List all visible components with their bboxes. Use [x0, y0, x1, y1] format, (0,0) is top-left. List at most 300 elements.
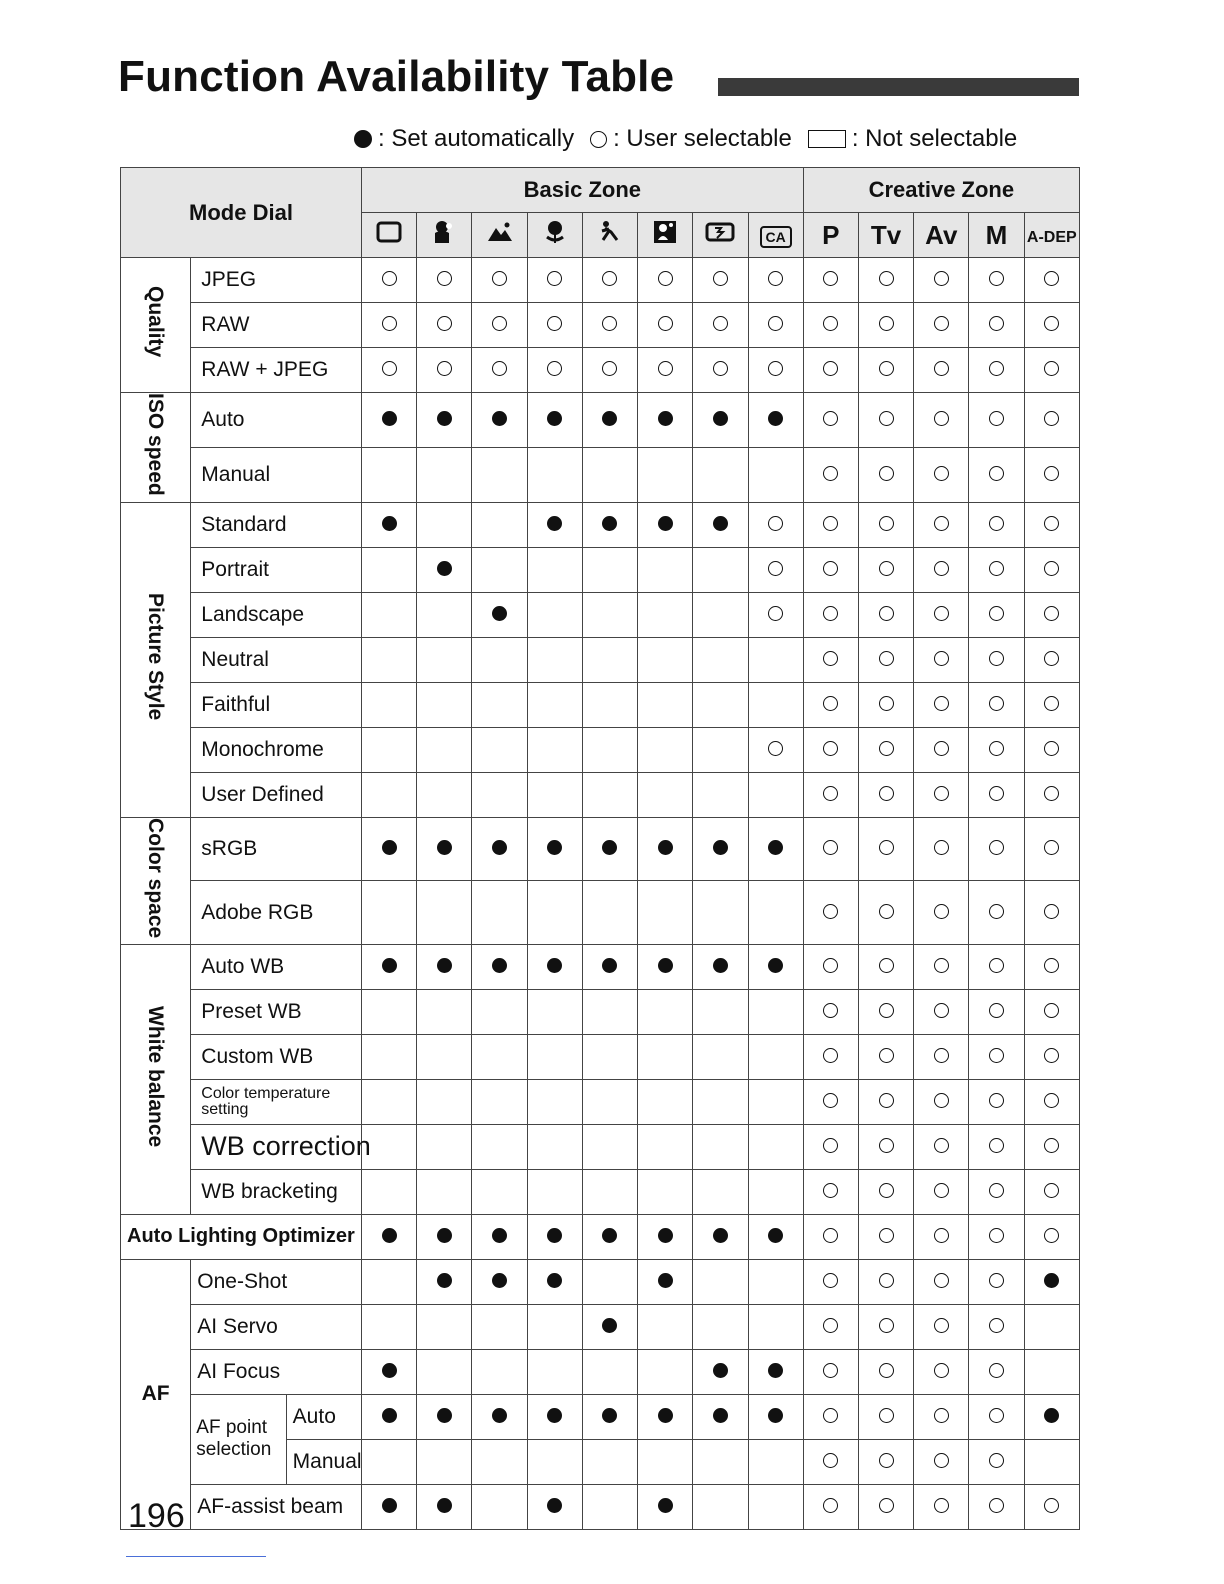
availability-cell	[638, 637, 693, 682]
user-selectable-mark	[823, 1363, 838, 1378]
row-label: Auto	[286, 1394, 361, 1439]
set-automatically-mark	[602, 1408, 617, 1423]
user-selectable-mark	[989, 1498, 1004, 1513]
availability-cell	[914, 1394, 969, 1439]
availability-cell	[472, 1304, 527, 1349]
availability-cell	[417, 1079, 472, 1124]
user-selectable-mark	[879, 1273, 894, 1288]
user-selectable-mark	[547, 361, 562, 376]
user-selectable-mark	[934, 1273, 949, 1288]
availability-cell	[361, 258, 416, 303]
user-selectable-mark	[823, 958, 838, 973]
availability-cell	[1024, 682, 1079, 727]
availability-cell	[693, 1079, 748, 1124]
availability-cell	[361, 547, 416, 592]
availability-cell	[472, 547, 527, 592]
program-mode: P	[803, 213, 858, 258]
user-selectable-mark	[879, 271, 894, 286]
user-selectable-mark	[768, 361, 783, 376]
user-selectable-mark	[823, 1318, 838, 1333]
availability-cell	[748, 1034, 803, 1079]
availability-cell	[638, 547, 693, 592]
availability-cell	[693, 1124, 748, 1169]
availability-cell	[361, 348, 416, 393]
availability-cell	[803, 1349, 858, 1394]
availability-cell	[803, 989, 858, 1034]
availability-cell	[1024, 1349, 1079, 1394]
set-automatically-mark	[658, 516, 673, 531]
availability-cell	[693, 881, 748, 945]
user-selectable-mark	[1044, 1498, 1059, 1513]
availability-cell	[748, 637, 803, 682]
availability-cell	[582, 727, 637, 772]
user-selectable-mark	[989, 1318, 1004, 1333]
user-selectable-mark	[934, 1453, 949, 1468]
user-selectable-mark	[934, 696, 949, 711]
availability-cell	[638, 1304, 693, 1349]
table-row	[121, 1259, 1080, 1304]
row-label: RAW + JPEG	[191, 348, 362, 393]
user-selectable-mark	[879, 466, 894, 481]
user-selectable-mark	[934, 271, 949, 286]
availability-cell	[472, 258, 527, 303]
availability-cell	[858, 393, 913, 448]
user-selectable-mark	[823, 741, 838, 756]
user-selectable-mark	[1044, 786, 1059, 801]
availability-cell	[582, 682, 637, 727]
availability-cell	[1024, 1394, 1079, 1439]
availability-cell	[417, 502, 472, 547]
user-selectable-mark	[658, 316, 673, 331]
availability-cell	[417, 303, 472, 348]
table-row	[121, 1304, 1080, 1349]
availability-cell	[969, 592, 1024, 637]
availability-cell	[803, 1394, 858, 1439]
availability-cell	[582, 1034, 637, 1079]
availability-cell	[803, 348, 858, 393]
user-selectable-mark	[879, 904, 894, 919]
table-row	[121, 1124, 1080, 1169]
availability-cell	[1024, 393, 1079, 448]
set-automatically-mark	[437, 411, 452, 426]
set-automatically-mark	[602, 1318, 617, 1333]
user-selectable-mark	[1044, 1003, 1059, 1018]
user-selectable-mark	[1044, 1183, 1059, 1198]
a-dep-mode: A-DEP	[1024, 213, 1079, 258]
user-selectable-mark	[934, 516, 949, 531]
availability-cell	[858, 727, 913, 772]
user-selectable-mark	[989, 786, 1004, 801]
user-selectable-mark	[934, 561, 949, 576]
user-selectable-mark	[879, 1003, 894, 1018]
availability-cell	[693, 682, 748, 727]
set-automatically-mark	[547, 1498, 562, 1513]
availability-cell	[638, 817, 693, 881]
availability-cell	[527, 944, 582, 989]
availability-cell	[527, 772, 582, 817]
availability-cell	[638, 944, 693, 989]
availability-cell	[361, 637, 416, 682]
flash-off-icon	[693, 213, 748, 258]
availability-cell	[803, 547, 858, 592]
user-selectable-mark	[602, 361, 617, 376]
availability-cell	[748, 258, 803, 303]
user-selectable-mark	[713, 271, 728, 286]
availability-cell	[914, 637, 969, 682]
availability-cell	[748, 1439, 803, 1484]
table-row	[121, 682, 1080, 727]
availability-cell	[858, 1349, 913, 1394]
availability-cell	[417, 1349, 472, 1394]
availability-cell	[638, 1349, 693, 1394]
availability-cell	[582, 817, 637, 881]
availability-cell	[914, 1124, 969, 1169]
user-selectable-mark	[989, 741, 1004, 756]
availability-cell	[527, 1124, 582, 1169]
manual-mode: M	[969, 213, 1024, 258]
user-selectable-mark	[989, 1048, 1004, 1063]
availability-cell	[803, 1214, 858, 1259]
availability-cell	[527, 727, 582, 772]
availability-cell	[417, 447, 472, 502]
availability-cell	[472, 1439, 527, 1484]
availability-cell	[969, 547, 1024, 592]
set-automatically-mark	[768, 840, 783, 855]
set-automatically-mark	[492, 840, 507, 855]
availability-cell	[1024, 1079, 1079, 1124]
availability-cell	[914, 817, 969, 881]
row-label: Manual	[191, 447, 362, 502]
availability-cell	[638, 348, 693, 393]
user-selectable-mark	[1044, 958, 1059, 973]
availability-cell	[858, 1439, 913, 1484]
portrait-icon	[417, 213, 472, 258]
night-portrait-icon	[638, 213, 693, 258]
set-automatically-mark	[713, 1408, 728, 1423]
row-label: One-Shot	[191, 1259, 362, 1304]
availability-cell	[1024, 944, 1079, 989]
table-row	[121, 637, 1080, 682]
set-automatically-mark	[713, 840, 728, 855]
availability-cell	[417, 1439, 472, 1484]
availability-cell	[748, 1169, 803, 1214]
availability-cell	[914, 1169, 969, 1214]
user-selectable-mark	[989, 1003, 1004, 1018]
user-selectable-mark	[823, 561, 838, 576]
set-automatically-mark	[658, 1228, 673, 1243]
availability-cell	[914, 502, 969, 547]
user-selectable-mark	[879, 361, 894, 376]
availability-cell	[527, 592, 582, 637]
availability-cell	[858, 1169, 913, 1214]
user-selectable-mark	[492, 361, 507, 376]
set-automatically-mark	[437, 958, 452, 973]
availability-cell	[748, 1304, 803, 1349]
close-up-icon	[527, 213, 582, 258]
availability-cell	[1024, 447, 1079, 502]
availability-cell	[858, 1079, 913, 1124]
availability-cell	[1024, 817, 1079, 881]
availability-cell	[582, 944, 637, 989]
availability-cell	[748, 303, 803, 348]
availability-cell	[693, 1484, 748, 1529]
availability-cell	[472, 1079, 527, 1124]
user-selectable-mark	[989, 958, 1004, 973]
availability-cell	[638, 727, 693, 772]
user-selectable-mark	[934, 606, 949, 621]
set-automatically-mark	[658, 840, 673, 855]
user-selectable-mark	[823, 1003, 838, 1018]
empty-box-icon	[808, 130, 846, 148]
user-selectable-mark	[934, 1228, 949, 1243]
availability-cell	[693, 1214, 748, 1259]
user-selectable-mark	[879, 411, 894, 426]
full-auto-icon	[361, 213, 416, 258]
availability-cell	[527, 1304, 582, 1349]
availability-cell	[582, 348, 637, 393]
availability-cell	[693, 1034, 748, 1079]
page-title: Function Availability Table	[118, 52, 675, 101]
availability-cell	[582, 1214, 637, 1259]
availability-cell	[638, 258, 693, 303]
user-selectable-mark	[934, 466, 949, 481]
user-selectable-mark	[934, 1408, 949, 1423]
title-rule	[718, 78, 1079, 96]
user-selectable-mark	[382, 271, 397, 286]
availability-cell	[969, 502, 1024, 547]
availability-cell	[1024, 1169, 1079, 1214]
availability-cell	[858, 772, 913, 817]
user-selectable-mark	[823, 1093, 838, 1108]
availability-cell	[582, 1484, 637, 1529]
user-selectable-mark	[934, 741, 949, 756]
availability-cell	[748, 547, 803, 592]
set-automatically-mark	[768, 1228, 783, 1243]
availability-cell	[638, 682, 693, 727]
availability-cell	[969, 1034, 1024, 1079]
availability-cell	[914, 1439, 969, 1484]
availability-cell	[582, 1259, 637, 1304]
availability-cell	[914, 1484, 969, 1529]
user-selectable-mark	[989, 606, 1004, 621]
sports-icon	[582, 213, 637, 258]
availability-cell	[361, 592, 416, 637]
user-selectable-mark	[1044, 411, 1059, 426]
availability-cell	[1024, 1304, 1079, 1349]
availability-cell	[914, 348, 969, 393]
user-selectable-mark	[823, 316, 838, 331]
availability-cell	[417, 592, 472, 637]
user-selectable-mark	[879, 561, 894, 576]
availability-cell	[1024, 1439, 1079, 1484]
availability-cell	[638, 303, 693, 348]
user-selectable-mark	[879, 1183, 894, 1198]
function-availability-table	[120, 167, 1080, 1530]
availability-cell	[858, 303, 913, 348]
availability-cell	[693, 258, 748, 303]
user-selectable-mark	[823, 840, 838, 855]
availability-cell	[527, 1439, 582, 1484]
set-automatically-mark	[658, 1408, 673, 1423]
user-selectable-mark	[437, 361, 452, 376]
table-row	[121, 1034, 1080, 1079]
creative-auto-icon: CA	[748, 213, 803, 258]
availability-cell	[472, 447, 527, 502]
availability-cell	[914, 989, 969, 1034]
user-selectable-mark	[768, 516, 783, 531]
availability-cell	[582, 447, 637, 502]
user-selectable-mark	[879, 840, 894, 855]
availability-cell	[582, 989, 637, 1034]
user-selectable-mark	[823, 696, 838, 711]
user-selectable-mark	[1044, 651, 1059, 666]
availability-cell	[361, 881, 416, 945]
user-selectable-mark	[823, 1183, 838, 1198]
user-selectable-mark	[713, 361, 728, 376]
set-automatically-mark	[713, 516, 728, 531]
availability-cell	[582, 393, 637, 448]
availability-cell	[472, 944, 527, 989]
set-automatically-mark	[547, 1273, 562, 1288]
availability-cell	[969, 881, 1024, 945]
availability-cell	[417, 393, 472, 448]
set-automatically-mark	[658, 1498, 673, 1513]
availability-cell	[914, 1034, 969, 1079]
availability-cell	[361, 989, 416, 1034]
user-selectable-mark	[1044, 904, 1059, 919]
availability-cell	[417, 989, 472, 1034]
user-selectable-mark	[879, 741, 894, 756]
row-label: Faithful	[191, 682, 362, 727]
availability-cell	[638, 1484, 693, 1529]
set-automatically-mark	[437, 1408, 452, 1423]
user-selectable-mark	[547, 271, 562, 286]
availability-cell	[472, 502, 527, 547]
availability-cell	[969, 1214, 1024, 1259]
table-row	[121, 258, 1080, 303]
user-selectable-mark	[879, 1363, 894, 1378]
row-label: JPEG	[191, 258, 362, 303]
availability-cell	[858, 1214, 913, 1259]
set-automatically-mark	[602, 411, 617, 426]
set-automatically-mark	[713, 958, 728, 973]
availability-cell	[472, 348, 527, 393]
set-automatically-mark	[492, 958, 507, 973]
user-selectable-mark	[989, 840, 1004, 855]
availability-cell	[417, 1124, 472, 1169]
user-selectable-mark	[1044, 741, 1059, 756]
legend-not: : Not selectable	[851, 125, 1018, 152]
availability-cell	[1024, 1484, 1079, 1529]
availability-cell	[914, 1214, 969, 1259]
availability-cell	[748, 989, 803, 1034]
set-automatically-mark	[602, 840, 617, 855]
availability-cell	[361, 727, 416, 772]
availability-cell	[858, 637, 913, 682]
availability-cell	[748, 682, 803, 727]
availability-cell	[858, 1124, 913, 1169]
user-selectable-mark	[879, 786, 894, 801]
availability-cell	[527, 547, 582, 592]
row-label: sRGB	[191, 817, 362, 881]
user-selectable-mark	[879, 1408, 894, 1423]
user-selectable-mark	[823, 1408, 838, 1423]
user-selectable-mark	[989, 1453, 1004, 1468]
availability-cell	[361, 1439, 416, 1484]
availability-cell	[748, 502, 803, 547]
set-automatically-mark	[437, 561, 452, 576]
user-selectable-mark	[382, 316, 397, 331]
availability-cell	[417, 1169, 472, 1214]
availability-cell	[969, 1394, 1024, 1439]
availability-cell	[472, 1169, 527, 1214]
table-row	[121, 881, 1080, 945]
user-selectable-mark	[823, 1498, 838, 1513]
row-label: Custom WB	[191, 1034, 362, 1079]
availability-cell	[969, 944, 1024, 989]
user-selectable-mark	[492, 271, 507, 286]
availability-cell	[361, 447, 416, 502]
user-selectable-mark	[879, 1093, 894, 1108]
availability-cell	[858, 258, 913, 303]
availability-cell	[527, 258, 582, 303]
user-selectable-mark	[989, 1273, 1004, 1288]
availability-cell	[638, 447, 693, 502]
user-selectable-mark	[1044, 606, 1059, 621]
user-selectable-mark	[768, 741, 783, 756]
availability-cell	[858, 817, 913, 881]
user-selectable-mark	[823, 904, 838, 919]
availability-cell	[527, 989, 582, 1034]
table-row	[121, 1169, 1080, 1214]
availability-cell	[527, 682, 582, 727]
availability-cell	[638, 502, 693, 547]
user-selectable-mark	[879, 696, 894, 711]
user-selectable-mark	[823, 786, 838, 801]
user-selectable-mark	[823, 466, 838, 481]
availability-cell	[803, 258, 858, 303]
set-automatically-mark	[768, 958, 783, 973]
set-automatically-mark	[547, 1408, 562, 1423]
availability-cell	[638, 989, 693, 1034]
user-selectable-mark	[602, 316, 617, 331]
availability-cell	[858, 1259, 913, 1304]
user-selectable-mark	[934, 840, 949, 855]
availability-cell	[914, 944, 969, 989]
availability-cell	[417, 1394, 472, 1439]
set-automatically-mark	[492, 1228, 507, 1243]
availability-cell	[914, 447, 969, 502]
availability-cell	[748, 817, 803, 881]
availability-cell	[803, 1439, 858, 1484]
user-selectable-mark	[989, 1093, 1004, 1108]
user-selectable-mark	[437, 271, 452, 286]
availability-cell	[1024, 303, 1079, 348]
row-label: WB correction	[191, 1124, 362, 1169]
row-label: Preset WB	[191, 989, 362, 1034]
availability-cell	[582, 1439, 637, 1484]
availability-cell	[914, 1304, 969, 1349]
availability-cell	[693, 1169, 748, 1214]
table-row	[121, 547, 1080, 592]
set-automatically-mark	[768, 1408, 783, 1423]
table-row	[121, 303, 1080, 348]
row-label: Monochrome	[191, 727, 362, 772]
user-selectable-mark	[934, 1003, 949, 1018]
availability-cell	[914, 1259, 969, 1304]
set-automatically-mark	[382, 411, 397, 426]
availability-cell	[527, 393, 582, 448]
